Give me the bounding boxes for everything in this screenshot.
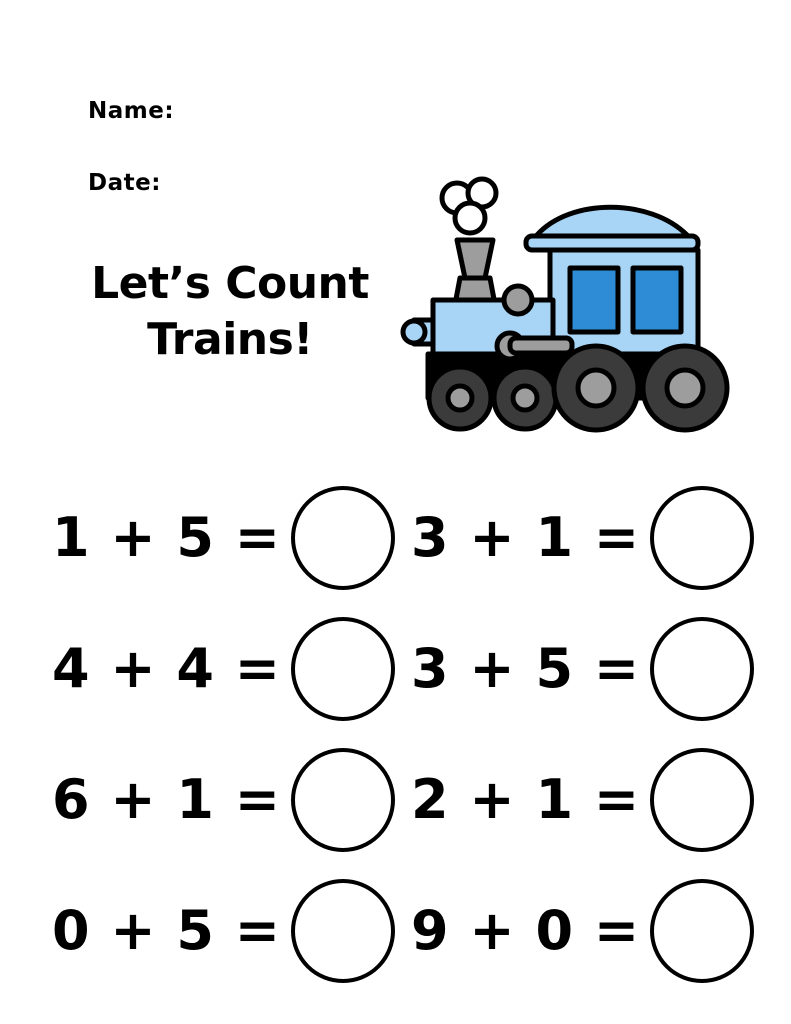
problem-expression: 2 + 1 = (411, 768, 641, 831)
problem-1 (52, 472, 395, 603)
answer-circle[interactable] (291, 486, 395, 590)
problem-expression: 9 + 0 = (411, 899, 641, 962)
answer-circle[interactable] (291, 617, 395, 721)
answer-circle[interactable] (650, 617, 754, 721)
problem-expression: 0 + 5 = (52, 899, 282, 962)
answer-circle[interactable] (291, 879, 395, 983)
problem-4 (395, 603, 754, 734)
problem-7 (52, 865, 395, 996)
page-title (60, 258, 400, 366)
problem-expression: 4 + 4 = (52, 637, 282, 700)
problem-expression: 3 + 5 = (411, 637, 641, 700)
problem-expression: 1 + 5 = (52, 506, 282, 569)
answer-circle[interactable] (650, 486, 754, 590)
problem-8 (395, 865, 754, 996)
problem-5 (52, 734, 395, 865)
answer-circle[interactable] (650, 748, 754, 852)
name-label: Name: (88, 98, 175, 124)
problem-6 (395, 734, 754, 865)
page-title-line-1: Let’s Count (91, 258, 369, 309)
answer-circle[interactable] (650, 879, 754, 983)
problem-expression: 6 + 1 = (52, 768, 282, 831)
answer-circle[interactable] (291, 748, 395, 852)
problem-expression: 3 + 1 = (411, 506, 641, 569)
page-title-line-2: Trains! (147, 313, 313, 365)
train-illustration (400, 150, 750, 460)
problem-3 (52, 603, 395, 734)
problems-grid (52, 472, 752, 996)
problem-2 (395, 472, 754, 603)
date-label: Date: (88, 170, 161, 196)
